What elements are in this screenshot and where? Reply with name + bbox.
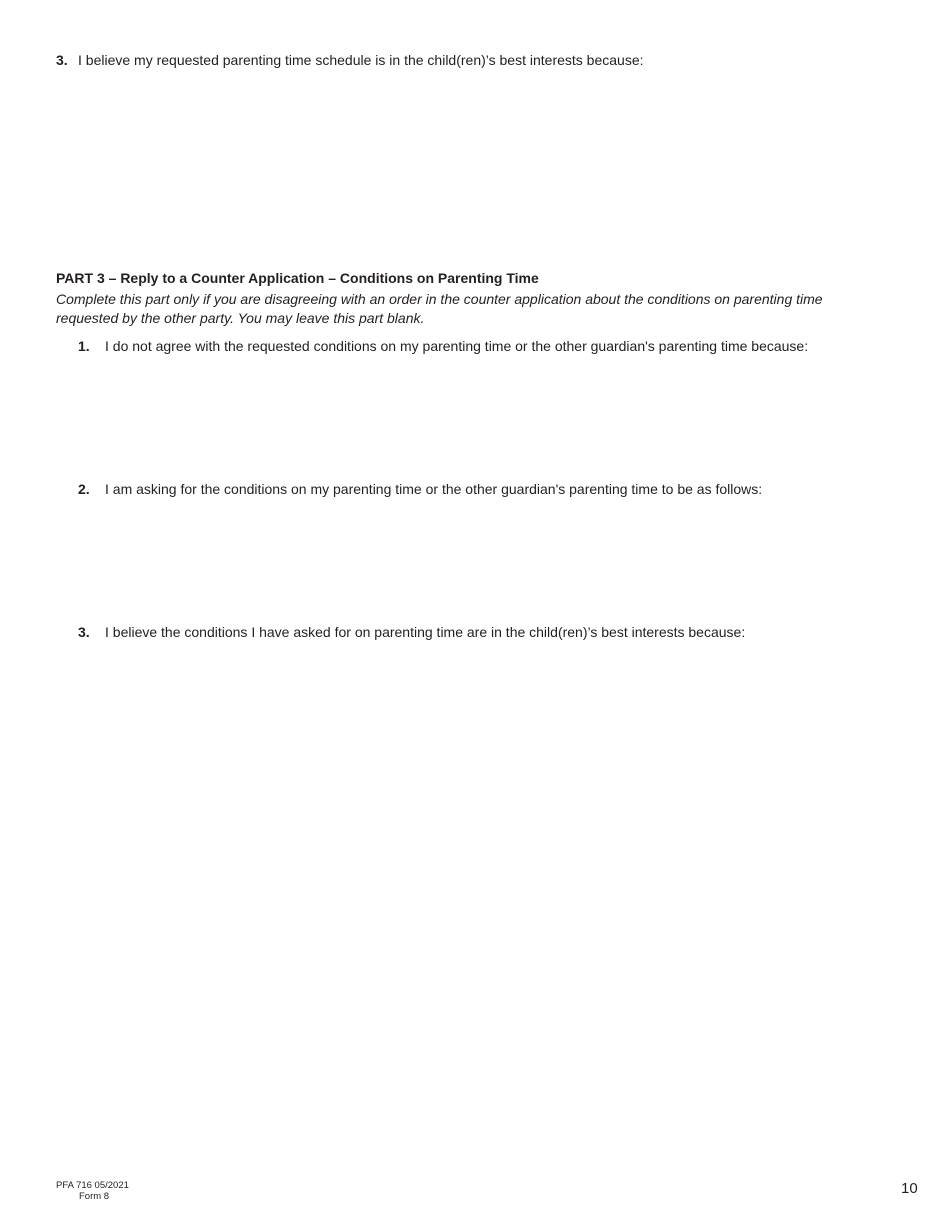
item-text: I do not agree with the requested conditions on my parenting time or the other guardian's parenting time because: (105, 338, 809, 354)
part3-item-1 (78, 338, 808, 355)
page-number: 10 (901, 1180, 918, 1197)
part2-item-3 (56, 52, 644, 69)
part3-heading: PART 3 – Reply to a Counter Application – Conditions on Parenting Time (56, 270, 539, 286)
item-number: 1. (78, 338, 90, 354)
item-number: 3. (56, 52, 68, 68)
item-number: 3. (78, 624, 90, 640)
part3-item-1-answer-area[interactable] (105, 362, 865, 467)
item-number: 2. (78, 481, 90, 497)
part3-instructions: Complete this part only if you are disagreeing with an order in the counter application about the conditions on parenting time requested by the other party. You may leave this part blank. (56, 291, 823, 326)
part3-item-3 (78, 624, 745, 641)
item-text: I am asking for the conditions on my parenting time or the other guardian's parenting time to be as follows: (105, 481, 763, 497)
part3-item-2 (78, 481, 762, 498)
form-code: PFA 716 05/2021 (56, 1180, 129, 1191)
part2-item-3-answer-area[interactable] (78, 75, 868, 255)
part3-item-2-answer-area[interactable] (105, 505, 865, 610)
part3-item-3-answer-area[interactable] (105, 648, 865, 1148)
item-text: I believe the conditions I have asked for on parenting time are in the child(ren)’s best interests because: (105, 624, 746, 640)
item-text: I believe my requested parenting time schedule is in the child(ren)’s best interests because: (78, 52, 644, 68)
form-name: Form 8 (79, 1191, 110, 1202)
